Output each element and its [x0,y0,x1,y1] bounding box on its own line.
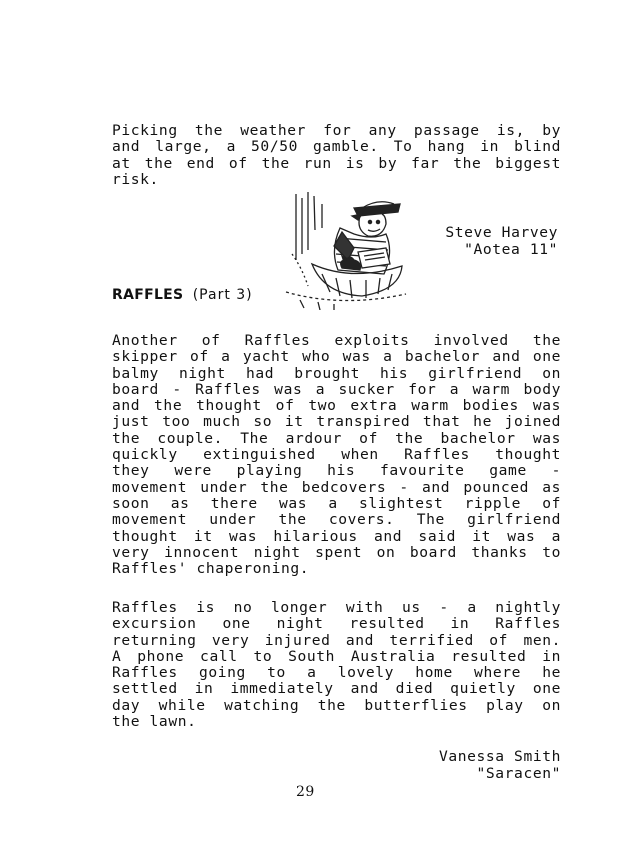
text-line: balmy night had brought his girlfriend on [112,364,561,382]
text-line: Raffles' chaperoning. [112,560,310,578]
section-heading [112,286,253,303]
text-line: day while watching the butterflies play on [112,696,561,714]
text-line: the lawn. [112,713,197,731]
text-line: excursion one night resulted in Raffles [112,615,561,633]
text-line: Picking the weather for any passage is, by [112,122,561,139]
text-line: quickly extinguished when Raffles thought [112,446,561,464]
author-name: Vanessa Smith [438,748,561,765]
text-line: at the end of the run is by far the biggest [112,154,561,172]
text-line: just too much so it transpired that he joined [112,413,561,431]
text-line: Another of Raffles exploits involved the [112,332,561,349]
text-line: soon as there was a slightest ripple of [112,494,561,512]
intro-paragraph [112,123,561,188]
text-line: the couple. The ardour of the bachelor was [112,429,561,447]
text-line: risk. [112,170,159,188]
boat-name: "Aotea 11" [464,240,558,258]
text-line: very innocent night spent on board thanks to [112,543,561,561]
text-line: movement under the bedcovers - and pounced as [112,478,561,496]
text-line: they were playing his favourite game - [112,462,561,480]
heading-part: (Part 3) [192,287,253,303]
text-line: settled in immediately and died quietly one [112,680,561,698]
cartoon-sailor-with-cat-icon [282,190,410,310]
text-line: thought it was hilarious and said it was a [112,527,561,545]
page-number: 29 [296,784,315,800]
body-paragraph [112,333,561,577]
text-line: board - Raffles was a sucker for a warm body [112,380,561,398]
author-name: Steve Harvey [445,224,558,241]
text-line: Raffles is no longer with us - a nightly [112,599,561,616]
text-line: and the thought of two extra warm bodies was [112,397,561,415]
author-signature [439,749,561,782]
author-signature [445,225,558,258]
text-line: skipper of a yacht who was a bachelor and one [112,348,561,366]
text-line: and large, a 50/50 gamble. To hang in blind [112,138,561,156]
boat-name: "Saracen" [476,764,561,782]
body-paragraph [112,600,561,730]
text-line: A phone call to South Australia resulted in [112,647,561,665]
text-line: returning very injured and terrified of men. [112,631,561,649]
text-line: Raffles going to a lovely home where he [112,664,561,682]
text-line: movement under the covers. The girlfriend [112,511,561,529]
heading-title: RAFFLES [112,287,184,303]
